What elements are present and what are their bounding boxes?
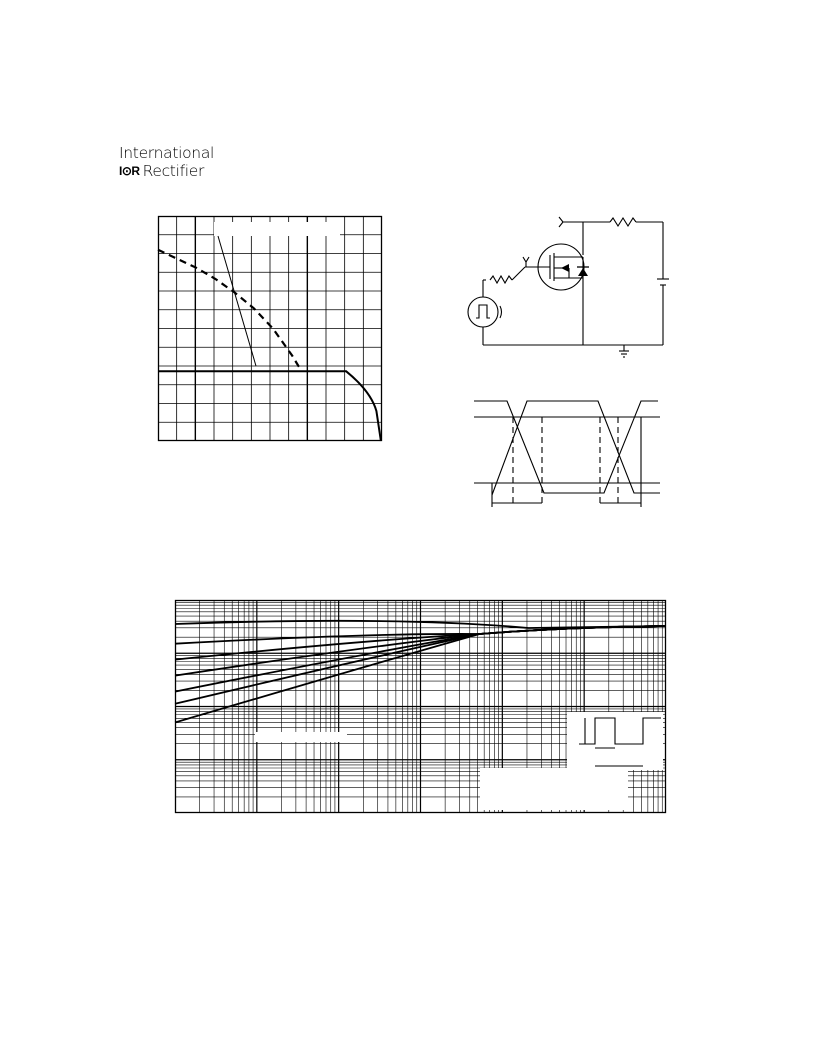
brand-name-line1: International xyxy=(119,144,215,162)
thermal-impedance-chart xyxy=(175,600,666,813)
pulse-generator-circle xyxy=(468,297,498,327)
body-diode-icon xyxy=(578,268,588,276)
gate-terminal-icon xyxy=(523,257,529,262)
load-resistor-icon xyxy=(610,218,636,226)
waveform-input xyxy=(474,401,658,493)
gate-resistor-icon xyxy=(490,276,512,283)
mosfet-arrow-icon xyxy=(561,264,569,272)
derating-solid-curve xyxy=(158,371,381,441)
thermal-label-mask-1 xyxy=(255,732,347,742)
brand-logo-mark: I⊙R xyxy=(119,164,140,178)
brand-logo xyxy=(119,144,229,180)
pulse-icon xyxy=(476,305,490,318)
gate-wire-angled xyxy=(512,267,525,280)
brand-name-line2: Rectifier xyxy=(142,162,205,180)
thermal-label-mask-2 xyxy=(480,768,628,810)
derating-label-mask xyxy=(214,222,340,236)
drain-terminal-icon xyxy=(559,217,563,227)
derating-dashed-limit xyxy=(158,250,302,371)
switching-test-circuit xyxy=(465,215,670,360)
derating-grid xyxy=(158,216,382,441)
switching-waveforms xyxy=(474,397,660,512)
derating-chart xyxy=(158,216,382,441)
brand-line2 xyxy=(119,162,229,180)
derating-callout-line xyxy=(218,236,256,366)
pulse-polarity-icon xyxy=(500,306,502,318)
